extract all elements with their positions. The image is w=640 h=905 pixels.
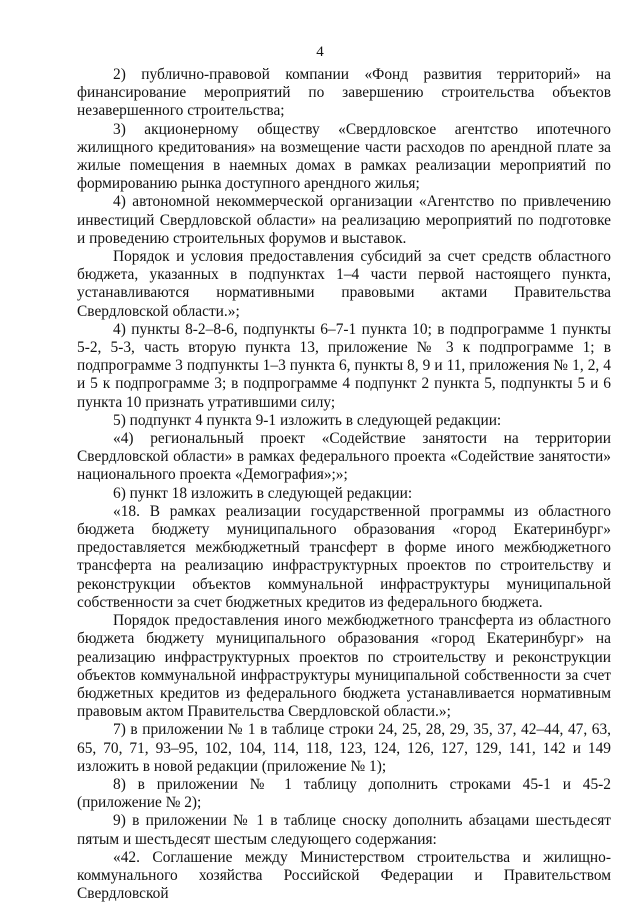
page-number: 4	[316, 44, 324, 60]
paragraph-item-5: 5) подпункт 4 пункта 9-1 изложить в следующей редакции:	[113, 411, 502, 429]
paragraph-item-6: 6) пункт 18 изложить в следующей редакции:	[113, 484, 413, 502]
paragraph-item-8: 8) в приложении № 1 таблицу дополнить строками 45-1 и 45-2 (приложение № 2);	[77, 775, 611, 812]
paragraph-regional-project: «4) региональный проект «Содействие занятости на территории Свердловской области» в рамках федерального проекта «Содействие занятости» национального проекта «Демография»;»;	[77, 430, 611, 484]
paragraph-subitem-2: 2) публично-правовой компании «Фонд развития территорий» на финансирование мероприятий по завершению строительства объектов незавершенного строительства;	[77, 66, 611, 120]
paragraph-item-7: 7) в приложении № 1 в таблице строки 24, 25, 28, 29, 35, 37, 42–44, 47, 63, 65, 70, 71, 93–95, 102, 104, 114, 118, 123, 124, 126, 127, 129, 141, 142 и 149 изложить в новой редакции (приложение № 1);	[77, 721, 611, 775]
paragraph-subitem-4: 4) автономной некоммерческой организации «Агентство по привлечению инвестиций Свердловской области» на реализацию мероприятий по подготовке и проведению строительных форумов и выставок.	[77, 193, 611, 247]
paragraph-subsidy-procedure: Порядок и условия предоставления субсидий за счет средств областного бюджета, указанных в подпунктах 1–4 части первой настоящего пункта, устанавливаются нормативными правовыми актами Правительства Свердловской области.»;	[77, 248, 611, 320]
paragraph-clause-18: «18. В рамках реализации государственной программы из областного бюджета бюджету муниципального образования «город Екатеринбург» предоставляется межбюджетный трансферт в форме иного межбюджетного трансферта на реализацию инфраструктурных проектов по строительству и реконструкции объектов коммунальной инфраструктуры муниципальной собственности за счет бюджетных кредитов из федерального бюджета.	[77, 502, 611, 611]
paragraph-item-9: 9) в приложении № 1 в таблице сноску дополнить абзацами шестьдесят пятым и шестьдесят шестым следующего содержания:	[77, 812, 611, 848]
paragraph-transfer-procedure: Порядок предоставления иного межбюджетного трансферта из областного бюджета бюджету муниципального образования «город Екатеринбург» на реализацию инфраструктурных проектов по строительству и реконструкции объектов коммунальной инфраструктуры муниципальной собственности за счет бюджетных кредитов из федерального бюджета устанавливается нормативным правовым актом Правительства Свердловской области.»;	[77, 612, 611, 721]
paragraph-item-4: 4) пункты 8-2–8-6, подпункты 6–7-1 пункта 10; в подпрограмме 1 пункты 5-2, 5-3, часть вторую пункта 13, приложение № 3 к подпрограмме 1; в подпрограмме 3 подпункты 1–3 пункта 6, пункты 8, 9 и 11, приложения № 1, 2, 4 и 5 к подпрограмме 3; в подпрограмме 4 подпункт 2 пункта 5, подпункты 5 и 6 пункта 10 признать утратившими силу;	[77, 320, 611, 411]
paragraph-subitem-3: 3) акционерному обществу «Свердловское агентство ипотечного жилищного кредитования» на возмещение части расходов по арендной плате за жилые помещения в наемных домах в рамках реализации мероприятий по формированию рынка доступного арендного жилья;	[77, 120, 611, 193]
document-body	[77, 66, 611, 903]
paragraph-footnote-42: «42. Соглашение между Министерством строительства и жилищно-коммунального хозяйства Российской Федерации и Правительством Свердловской	[77, 848, 611, 903]
